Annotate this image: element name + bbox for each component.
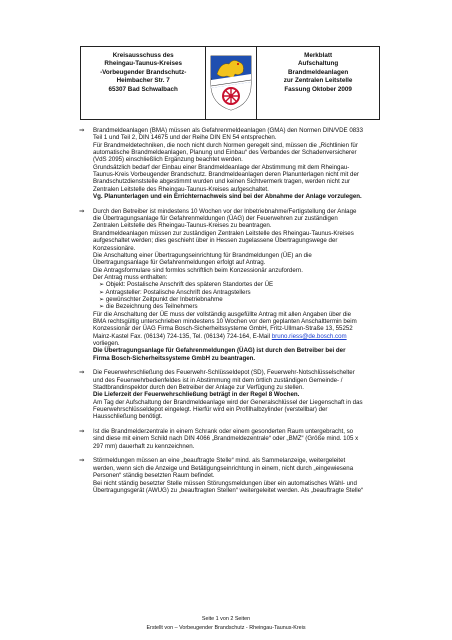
- text-line: aufgeschaltet werden; dies geschieht über in Hessen zugelassene Übertragungswege der: [93, 237, 338, 245]
- text-line: Konzessionäre.: [93, 244, 136, 252]
- issuer-line: 65307 Bad Schwalbach: [108, 85, 178, 93]
- title-line: Brandmeldeanlagen: [287, 68, 349, 76]
- arrow-icon: ⇒: [79, 127, 85, 134]
- bullet-item: [93, 296, 429, 303]
- contact-text: Mainz-Kastel Fax. (06134) 724-135, Tel. (06134) 724-164, E-Mail: [93, 332, 271, 340]
- text-line: Hausschließung benötigt.: [93, 413, 163, 421]
- text-line: vorliegen.: [93, 339, 120, 347]
- text-line: werden, wenn sich die Anzeige und Betätigungseinrichtung in einem, nicht durch „eingewiesena: [93, 464, 354, 472]
- title-line: Aufschaltung: [297, 60, 339, 68]
- bullet-text: Antragsteller: Postalische Anschrift des Antragstellers: [105, 288, 251, 296]
- contact-line: [93, 333, 429, 340]
- text-line: Bei nicht ständig besetzter Stelle müssen Störungsmeldungen über ein automatisches Wähl- und: [93, 479, 357, 487]
- text-line: sind diese mit einem Schild nach DIN 4066 „Brandmeldezentrale“ oder „BMZ“ (Größe mind. 105 x: [93, 435, 359, 443]
- title-line: zur Zentralen Leitstelle: [283, 77, 353, 85]
- text-line: Am Tag der Aufschaltung der Brandmeldeanlage wird der Generalschlüssel der Liegenschaft in das: [93, 398, 363, 406]
- title-box: [257, 47, 380, 120]
- arrow-icon: ⇒: [79, 428, 85, 436]
- issuer-line: -Vorbeugender Brandschutz-: [100, 68, 187, 76]
- issuer-line: Rheingau-Taunus-Kreises: [104, 60, 182, 68]
- text-line: die Übertragungsanlage für Gefahrenmeldungen (ÜAG) der Feuerwehren zur zuständigen: [93, 215, 338, 223]
- text-line: Zentralen Leitstelle des Rheingau-Taunus-Kreises zu beantragen.: [93, 222, 272, 230]
- body-text: [79, 127, 429, 502]
- crest-cell: [206, 47, 257, 120]
- coat-of-arms-logo: [209, 54, 253, 112]
- text-line: Zentralen Leitstelle des Rheingau-Taunus-Kreises aufgeschaltet.: [93, 185, 269, 193]
- page-number: Seite 1 von 2 Seiten: [201, 616, 251, 622]
- bullet-item: [93, 281, 429, 288]
- text-line: Durch den Betreiber ist mindestens 10 Wochen vor der Inbetriebnahme/Fertigstellung der Anlage: [93, 207, 357, 215]
- bullet-arrow-icon: ➢: [99, 288, 105, 296]
- text-line: Die Feuerwehrschließung des Feuerwehr-Schlüsseldepot (SD), Feuerwehr-Notschlüsselschelter: [93, 369, 355, 377]
- bullet-arrow-icon: ➢: [99, 281, 105, 289]
- text-line: und des Feuerwehrbedienfeldes ist in Abstimmung mit dem örtlich zuständigen Gemeinde- /: [93, 376, 343, 384]
- text-line-bold: Firma Bosch-Sicherheitssysteme GmbH zu beantragen.: [93, 354, 256, 362]
- text-line: Störmeldungen müssen an eine „beauftragte Stelle“ mind. als Sammelanzeige, weitergeleitet: [93, 457, 346, 465]
- text-line: Für die Anschaltung der ÜE muss der vollständig ausgefüllte Antrag mit allen Angaben über die: [93, 310, 352, 318]
- text-line-bold: Die Lieferzeit der Feuerwehrschließung beträgt in der Regel 8 Wochen.: [93, 391, 300, 399]
- bullet-item: [93, 289, 429, 296]
- text-line: 297 mm) dauerhaft zu kennzeichnen.: [93, 442, 195, 450]
- footer-creator: Erstellt von – Vorbeugender Brandschutz - Rheingau-Taunus-Kreis: [146, 625, 306, 631]
- text-line: Ist die Brandmelderzentrale in einem Schrank oder einem gesonderten Raum untergebracht, so: [93, 428, 354, 436]
- section-application: [79, 208, 429, 362]
- text-line: Feuerwehrschlüsseldepot eingelegt. Hierfür wird ein Profilhalbzylinder (verstellbar) der: [93, 406, 328, 414]
- text-line: Der Antrag muss enthalten:: [93, 273, 168, 281]
- text-line: (VdS 2095) einschließlich Ergänzung beachtet werden.: [93, 156, 243, 164]
- bullet-arrow-icon: ➢: [99, 303, 105, 311]
- section-fault-messages: [79, 457, 429, 494]
- bullet-text: Objekt: Postalische Anschrift des späteren Standortes der ÜE: [105, 281, 274, 289]
- bullet-text: die Bezeichnung des Teilnehmers: [105, 303, 198, 311]
- section-bmz-sign: [79, 428, 429, 450]
- title-line: Fassung Oktober 2009: [284, 85, 352, 93]
- issuer-line: Heimbacher Str. 7: [116, 77, 170, 85]
- email-link[interactable]: bruno.riess@de.bosch.com: [271, 332, 347, 340]
- issuer-box: [81, 47, 206, 120]
- bullet-text: gewünschter Zeitpunkt der Inbetriebnahme: [105, 295, 223, 303]
- header-table: [80, 46, 380, 120]
- arrow-icon: ⇒: [79, 457, 85, 465]
- text-line: Brandmeldeanlagen (BMA) müssen als Gefahrenmeldeanlagen (GMA) den Normen DIN/VDE 0833: [93, 127, 363, 134]
- bullet-item: [93, 303, 429, 310]
- text-line: BMA rechtsgültig unterschrieben mindestens 10 Wochen vor dem geplanten Anschalttermin beim: [93, 317, 357, 325]
- arrow-icon: ⇒: [79, 207, 85, 215]
- text-line: Übertragungsanlage für Gefahrenmeldungen erfolgt auf Antrag.: [93, 259, 266, 267]
- text-line-bold: Die Übertragungsanlage für Gefahrenmeldungen (ÜAG) ist durch den Betreiber bei der: [93, 347, 346, 355]
- text-line: automatische Brandmeldeanlagen, Planung und Einbau“ des Verbandes der Schadenversicherer: [93, 149, 357, 157]
- text-line: Die Anschaltung einer Übertragungseinrichtung für Brandmeldungen (ÜE) an die: [93, 251, 312, 259]
- text-line: Stadtbrandinspektor durch den Betreiber der Anlage zur Verfügung zu stellen.: [93, 384, 304, 392]
- title-line: Merkblatt: [304, 52, 333, 59]
- section-bma-norms: [79, 127, 429, 200]
- text-line: Brandmeldeanlagen müssen zur zuständigen Zentralen Leitstelle des Rheingau-Taunus-Kreises: [93, 229, 354, 237]
- issuer-line: Kreisausschuss des: [112, 52, 174, 59]
- text-line: Die Antragsformulare sind formlos schriftlich beim Konzessionär anzufordern.: [93, 266, 303, 274]
- text-line: Konzessionär der ÜAG Firma Bosch-Sicherheitssysteme GmbH, Fritz-Ullman-Straße 13, 55252: [93, 325, 353, 333]
- text-line: Grundsätzlich bedarf der Einbau einer Brandmeldeanlage der Abstimmung mit dem Rheingau-: [93, 163, 350, 171]
- text-line: Übertragungsgerät (AWUG) zu „beauftragten Stellen“ weitergeleitet werden. Als „beauftragte Stelle“: [93, 486, 364, 494]
- section-key-depot: [79, 369, 429, 420]
- text-line: Personen“ ständig besetzten Raum befindet.: [93, 472, 215, 480]
- text-line: Teil 1 und Teil 2, DIN 14675 und der Reihe DIN EN 54 entsprechen.: [93, 134, 277, 142]
- text-line-bold: Vg. Planunterlagen und ein Errichternachweis sind bei der Abnahme der Anlage vorzulegen.: [93, 193, 362, 201]
- text-line: Taunus-Kreis Vorbeugender Brandschutz. Brandmeldeanlagen deren Planunterlagen nicht mit der: [93, 171, 359, 179]
- bullet-arrow-icon: ➢: [99, 295, 105, 303]
- text-line: Für Brandmeldetechniken, die noch nicht durch Normen geregelt sind, müssen die „Richtlinien für: [93, 141, 358, 149]
- text-line: Brandschutzdienststelle abgestimmt wurden und keinen Sichtvermerk tragen, werden nicht zur: [93, 178, 351, 186]
- arrow-icon: ⇒: [79, 369, 85, 377]
